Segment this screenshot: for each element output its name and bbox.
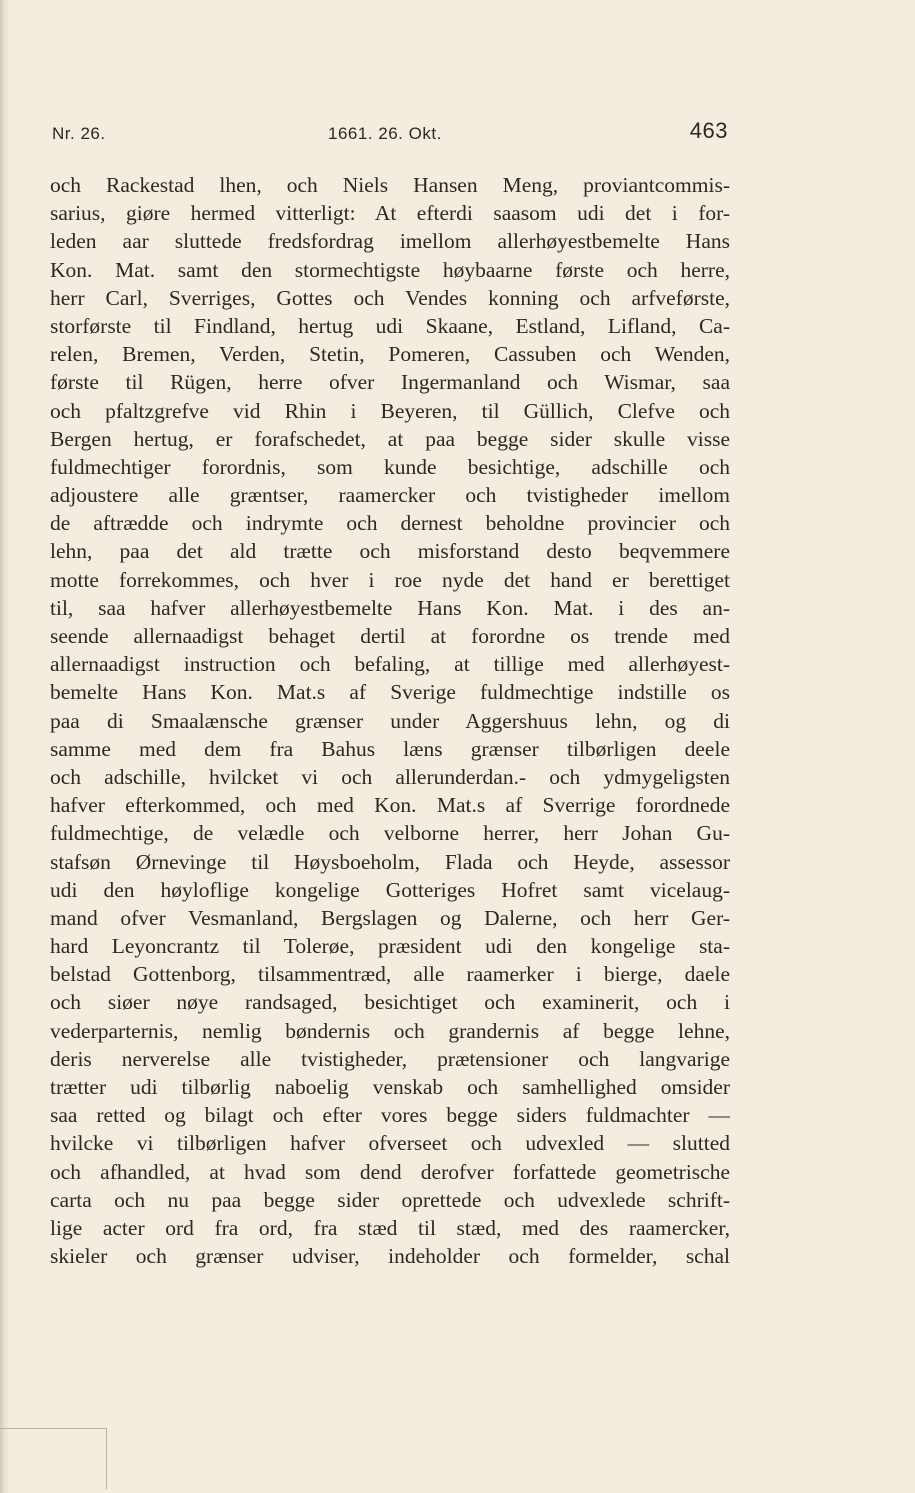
text-line: storførste til Findland, hertug udi Skaane, Estland, Lifland, Ca- (50, 313, 730, 338)
running-head (52, 118, 728, 148)
text-line: mand ofver Vesmanland, Bergslagen og Dalerne, och herr Ger- (50, 905, 730, 930)
text-line: vederparternis, nemlig bøndernis och grandernis af begge lehne, (50, 1018, 730, 1043)
text-line: motte forrekommes, och hver i roe nyde det hand er berettiget (50, 567, 730, 592)
body-text (50, 171, 730, 1270)
text-line: deris nerverelse alle tvistigheder, prætensioner och langvarige (50, 1046, 730, 1071)
text-line: och siøer nøye randsaged, besichtiget och examinerit, och i (50, 990, 730, 1015)
text-line: leden aar sluttede fredsfordrag imellom allerhøyestbemelte Hans (50, 229, 730, 254)
text-line: herr Carl, Sverriges, Gottes och Vendes konning och arfveførste, (50, 285, 730, 310)
text-line: och Rackestad lhen, och Niels Hansen Meng, proviantcommis- (50, 173, 730, 197)
corner-mark (0, 1428, 107, 1489)
text-line: lehn, paa det ald trætte och misforstand desto beqvemmere (50, 539, 730, 564)
text-line: fuldmechtiger forordnis, som kunde besichtige, adschille och (50, 454, 730, 479)
text-line: Bergen hertug, er forafschedet, at paa begge sider skulle visse (50, 426, 730, 451)
page-edge (0, 0, 10, 1493)
text-line: saa retted og bilagt och efter vores begge siders fuldmachter — (50, 1103, 730, 1128)
text-line: fuldmechtige, de velædle och velborne herrer, herr Johan Gu- (50, 821, 730, 846)
text-line: Kon. Mat. samt den stormechtigste høybaarne første och herre, (50, 257, 730, 282)
text-line: skieler och grænser udviser, indeholder och formelder, schal (50, 1244, 730, 1269)
text-line: belstad Gottenborg, tilsammentræd, alle raamerker i bierge, daele (50, 962, 730, 987)
text-line: relen, Bremen, Verden, Stetin, Pomeren, Cassuben och Wenden, (50, 342, 730, 367)
text-line: første til Rügen, herre ofver Ingermanland och Wismar, saa (50, 370, 730, 395)
text-line: hvilcke vi tilbørligen hafver ofverseet och udvexled — slutted (50, 1131, 730, 1156)
text-line: seende allernaadigst behaget dertil at forordne os trende med (50, 624, 730, 648)
text-line: til, saa hafver allerhøyestbemelte Hans Kon. Mat. i des an- (50, 595, 730, 620)
text-line: och pfaltzgrefve vid Rhin i Beyeren, til Güllich, Clefve och (50, 398, 730, 423)
text-line: trætter udi tilbørlig naboelig venskab och samhellighed omsider (50, 1075, 730, 1099)
text-line: och afhandled, at hvad som dend derofver forfattede geometrische (50, 1159, 730, 1184)
text-line: de aftrædde och indrymte och dernest beholdne provincier och (50, 511, 730, 536)
text-line: samme med dem fra Bahus læns grænser tilbørligen deele (50, 736, 730, 761)
document-number: Nr. 26. (52, 124, 106, 143)
text-line: sarius, giøre hermed vitterligt: At efterdi saasom udi det i for- (50, 201, 730, 226)
page-number: 463 (689, 118, 728, 143)
text-line: lige acter ord fra ord, fra stæd til stæd, med des raamercker, (50, 1215, 730, 1240)
text-line: allernaadigst instruction och befaling, at tillige med allerhøyest- (50, 652, 730, 677)
text-line: adjoustere alle græntser, raamercker och tvistigheder imellom (50, 483, 730, 508)
text-line: och adschille, hvilcket vi och allerunderdan.- och ydmygeligsten (50, 764, 730, 789)
text-line: stafsøn Ørnevinge til Høysboeholm, Flada och Heyde, assessor (50, 849, 730, 874)
text-line: hard Leyoncrantz til Tolerøe, præsident udi den kongelige sta- (50, 934, 730, 959)
text-line: carta och nu paa begge sider oprettede och udvexlede schrift- (50, 1187, 730, 1212)
text-line: paa di Smaalænsche grænser under Aggershuus lehn, og di (50, 708, 730, 733)
document-date: 1661. 26. Okt. (328, 124, 442, 143)
text-line: bemelte Hans Kon. Mat.s af Sverige fuldmechtige indstille os (50, 680, 730, 705)
text-line: hafver efterkommed, och med Kon. Mat.s af Sverrige forordnede (50, 793, 730, 818)
text-line: udi den høyloflige kongelige Gotteriges Hofret samt vicelaug- (50, 877, 730, 902)
